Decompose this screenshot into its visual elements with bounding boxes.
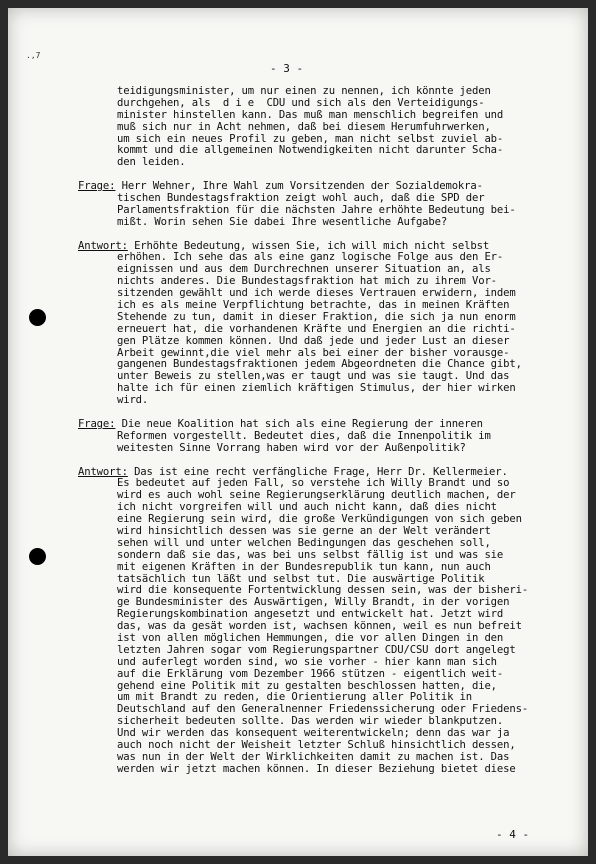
text-line: auch noch nicht der Weisheit letzter Schluß hinsichtlich dessen,: [117, 738, 516, 751]
text-line: erhöhen. Ich sehe das als eine ganz logische Folge aus den Er-: [117, 251, 504, 264]
text-line: Es bedeutet auf jeden Fall, so verstehe ich Willy Brandt und so: [117, 477, 510, 490]
text-line: und auferlegt worden sind, wo sie vorher - hier kann man sich: [117, 655, 497, 668]
punch-hole-top: [29, 309, 46, 326]
text-line: eine Regierung sein wird, die große Verkündigungen von sich geben: [117, 513, 522, 526]
punch-hole-bottom: [29, 548, 46, 565]
text-line: Reformen vorgestellt. Bedeutet dies, daß die Innenpolitik im: [117, 429, 491, 442]
text-line: erneuert hat, die vorhandenen Kräfte und Energien an die richti-: [117, 322, 516, 335]
speaker-label: Frage:: [78, 417, 116, 430]
corner-mark: .,7: [26, 51, 41, 60]
text-line: Regierungskombination angesetzt und entwickelt hat. Jetzt wird: [117, 608, 504, 621]
text-line: mißt. Worin sehen Sie dabei Ihre wesentliche Aufgabe?: [117, 215, 448, 228]
text-line: ich es als meine Verpflichtung betrachte, das in meinen Kräften: [117, 299, 510, 312]
continuation-block: [78, 86, 578, 169]
text-line: Deutschland auf den Generalnenner Friedenssicherung oder Friedens-: [117, 703, 529, 716]
document-body: [78, 86, 578, 776]
text-line: wird die konsequente Fortentwicklung dessen sein, was der bisheri-: [117, 584, 529, 597]
text-line: Antwort: Erhöhte Bedeutung, wissen Sie, ich will mich nicht selbst: [78, 239, 490, 252]
document-page: [8, 8, 588, 856]
text-line: nichts anderes. Die Bundestagsfraktion hat mich zu ihrem Vor-: [117, 275, 497, 288]
text-line: halte ich für einen ziemlich kräftigen Stimulus, der hier wirken: [117, 382, 516, 395]
text-line: Parlamentsfraktion für die nächsten Jahre erhöhte Bedeutung bei-: [117, 203, 516, 216]
text-line: minister hinstellen kann. Das muß man menschlich begreifen und: [117, 108, 504, 121]
text-line: um sich ein neues Profil zu geben, man nicht selbst zuviel ab-: [117, 132, 504, 145]
text-line: teidigungsminister, um nur einen zu nennen, ich könnte jeden: [117, 85, 491, 97]
speaker-label: Frage:: [78, 180, 116, 193]
text-line: kommt und die allgemeinen Notwendigkeiten nicht darunter Scha-: [117, 144, 504, 157]
text-line: gehend eine Politik mit zu gestalten beschlossen hatten, die,: [117, 679, 497, 692]
text-line: letzten Jahren sogar vom Regierungspartner CDU/CSU dort angelegt: [117, 643, 516, 656]
text-line: was nun in der Welt der Wirklichkeiten damit zu machen ist. Das: [117, 750, 510, 763]
text-line: Antwort: Das ist eine recht verfängliche Frage, Herr Dr. Kellermeier.: [78, 465, 508, 478]
text-line: wird.: [117, 394, 149, 407]
text-line: weitesten Sinne Vorrang haben wird vor der Außenpolitik?: [117, 441, 466, 454]
next-page-marker: - 4 -: [496, 828, 530, 841]
text-line: mit eigenen Kräften in der Bundesrepublik tun kann, nun auch: [117, 560, 491, 573]
text-line: Arbeit gewinnt,die viel mehr als bei einer der bisher vorausge-: [117, 346, 510, 359]
text-line: sitzenden gewählt und ich werde dieses Vertrauen erwidern, indem: [117, 287, 516, 300]
text-line: unter Beweis zu stellen,was er taugt und was sie taugt. Und das: [117, 370, 510, 383]
speaker-label: Antwort:: [78, 239, 128, 252]
text-line: das, was da gesät worden ist, wachsen können, weil es nun befreit: [117, 620, 522, 633]
text-line: gen Plätze kommen können. Und daß jede und jeder Lust an dieser: [117, 334, 510, 347]
speaker-label: Antwort:: [78, 465, 128, 478]
text-line: werden wir jetzt machen können. In dieser Beziehung bietet diese: [117, 762, 516, 775]
text-line: um mit Brandt zu reden, die Orientierung aller Politik in: [117, 691, 472, 704]
text-line: ge Bundesminister des Auswärtigen, Willy Brandt, in der vorigen: [117, 596, 510, 609]
text-line: tischen Bundestagsfraktion zeigt wohl auch, daß die SPD der: [117, 192, 485, 205]
text-line: Und wir werden das konsequent weiterentwickeln; denn das war ja: [117, 727, 510, 740]
text-line: ich nicht vorgreifen will und auch nicht kann, daß dies nicht: [117, 501, 497, 514]
text-line: muß sich nur in Acht nehmen, daß bei diesem Herumfuhrwerken,: [117, 120, 491, 133]
text-line: sicherheit bedeuten sollte. Das werden wir wieder blankputzen.: [117, 715, 504, 728]
text-line: sehen will und unter welchen Bedingungen das geschehen soll,: [117, 536, 491, 549]
text-line: sondern daß sie das, was bei uns selbst fällig ist und was sie: [117, 548, 504, 561]
text-line: Frage: Herr Wehner, Ihre Wahl zum Vorsitzenden der Sozialdemokra-: [78, 180, 483, 193]
question-block: [78, 181, 578, 229]
text-line: wird es auch wohl seine Regierungserklärung deutlich machen, der: [117, 489, 516, 502]
text-line: den leiden.: [117, 156, 186, 169]
text-line: wird hinsichtlich dessen was sie gerne an der Welt verändert: [117, 524, 491, 537]
text-line: eignissen und aus dem Durchrechnen unserer Situation an, als: [117, 263, 491, 276]
text-line: Stehende zu tun, damit in dieser Fraktion, die sich ja nun enorm: [117, 310, 516, 323]
answer-block: [78, 241, 578, 407]
answer-block: [78, 467, 578, 776]
text-line: durchgehen, als d i e CDU und sich als den Verteidigungs-: [117, 96, 485, 109]
text-line: tatsächlich tun läßt und selbst tut. Die auswärtige Politik: [117, 572, 485, 585]
page-number: - 3 -: [270, 62, 304, 75]
text-line: ist von allen möglichen Hemmungen, die vor allen Dingen in den: [117, 631, 504, 644]
text-line: gangenen Bundestagsfraktionen jedem Abgeordneten die Chance gibt,: [117, 358, 522, 371]
text-line: auf die Erklärung vom Dezember 1966 stützen - eigentlich weit-: [117, 667, 504, 680]
question-block: [78, 419, 578, 455]
text-line: Frage: Die neue Koalition hat sich als eine Regierung der inneren: [78, 417, 483, 430]
